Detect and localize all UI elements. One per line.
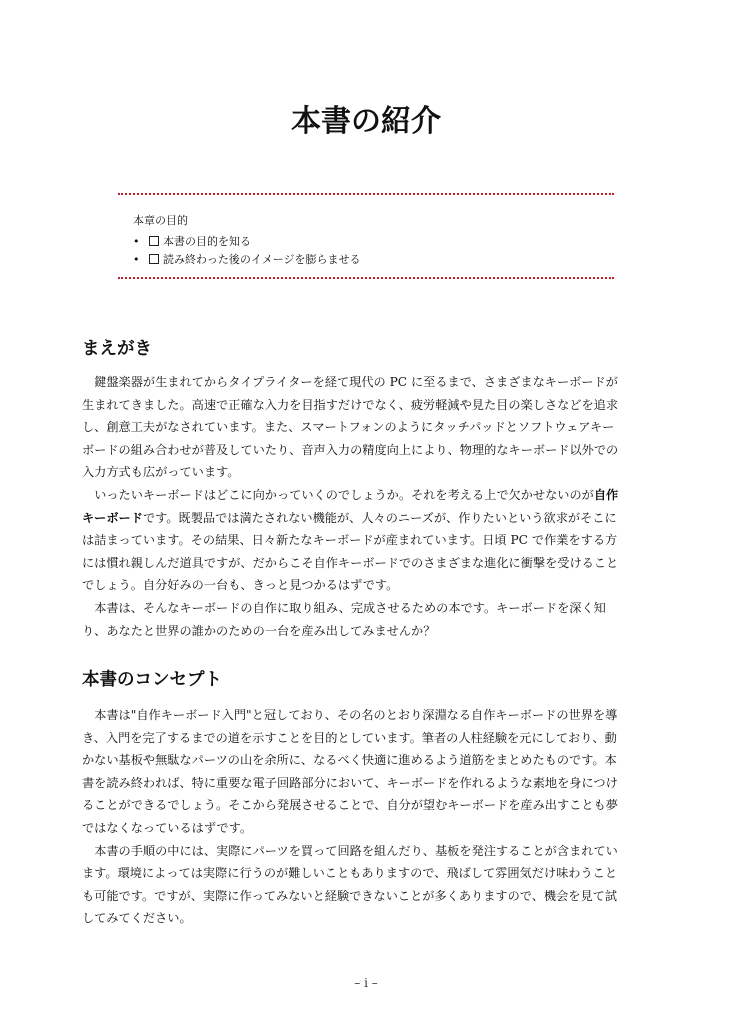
- section-heading-concept: 本書のコンセプト: [82, 670, 222, 690]
- bold-term: キーボード: [82, 510, 143, 525]
- paragraph: 本書は"自作キーボード入門"と冠しており、その名のとおり深淵なる自作キーボードの世界を導 き、入門を完了するまでの道を示すことを目的としています。筆者の人柱経験を元にしており、動 かない基板や無駄なパーツの山を余所に、なるべく快適に進めるよう道筋をまとめたものです。本 書を読み終われば、特に重要な電子回路部分において、キーボードを作れるような素地を身につけ ることができるでしょう。そこから発展させることで、自分が望むキーボードを産み出すことも夢 ではなくなっているはずです。: [82, 708, 618, 835]
- paragraph: 本書は、そんなキーボードの自作に取り組み、完成させるための本です。キーボードを深く知 り、あなたと世界の誰かのための一台を産み出してみませんか？: [82, 600, 606, 638]
- objectives-title: 本章の目的: [133, 214, 188, 227]
- section-concept-body: [82, 704, 652, 930]
- objectives-box: [118, 193, 614, 279]
- objectives-list: [133, 233, 361, 269]
- section-heading-preface: まえがき: [82, 339, 152, 359]
- checkbox-icon: [149, 254, 159, 264]
- objective-item: • 読み終わった後のイメージを膨らませる: [133, 253, 361, 266]
- paragraph: いったいキーボードはどこに向かっていくのでしょうか。それを考える上で欠かせないのが自作 キーボードです。既製品では満たされない機能が、人々のニーズが、作りたいという欲求がそこに は詰まっています。その結果、日々新たなキーボードが産まれています。日頃 PC で作業をする方 には慣れ親しんだ道具ですが、だからこそ自作キーボードでのさまざまな進化に衝撃を受けること でしょう。自分好みの一台も、きっと見つかるはずです。: [82, 487, 619, 593]
- page-number: – i –: [354, 976, 378, 990]
- section-preface-body: [82, 371, 652, 642]
- paragraph: 本書の手順の中には、実際にパーツを買って回路を組んだり、基板を発注することが含まれてい ます。環境によっては実際に行うのが難しいこともありますので、飛ばして雰囲気だけ味わうこと も可能です。ですが、実際に作ってみないと経験できないことが多くありますので、機会を見て試 してみてください。: [82, 843, 618, 926]
- objective-item: • 本書の目的を知る: [133, 235, 251, 248]
- paragraph: 鍵盤楽器が生まれてからタイプライターを経て現代の PC に至るまで、さまざまなキーボードが 生まれてきました。高速で正確な入力を目指すだけでなく、疲労軽減や見た目の楽しさなどを追求 し、創意工夫がなされています。また、スマートフォンのようにタッチパッドとソフトウェアキー ボードの組み合わせが普及していたり、音声入力の精度向上により、物理的なキーボード以外での 入力方式も広がっています。: [82, 375, 619, 480]
- page-title: 本書の紹介: [291, 104, 441, 139]
- bold-term: 自作: [593, 487, 619, 502]
- checkbox-icon: [149, 236, 159, 246]
